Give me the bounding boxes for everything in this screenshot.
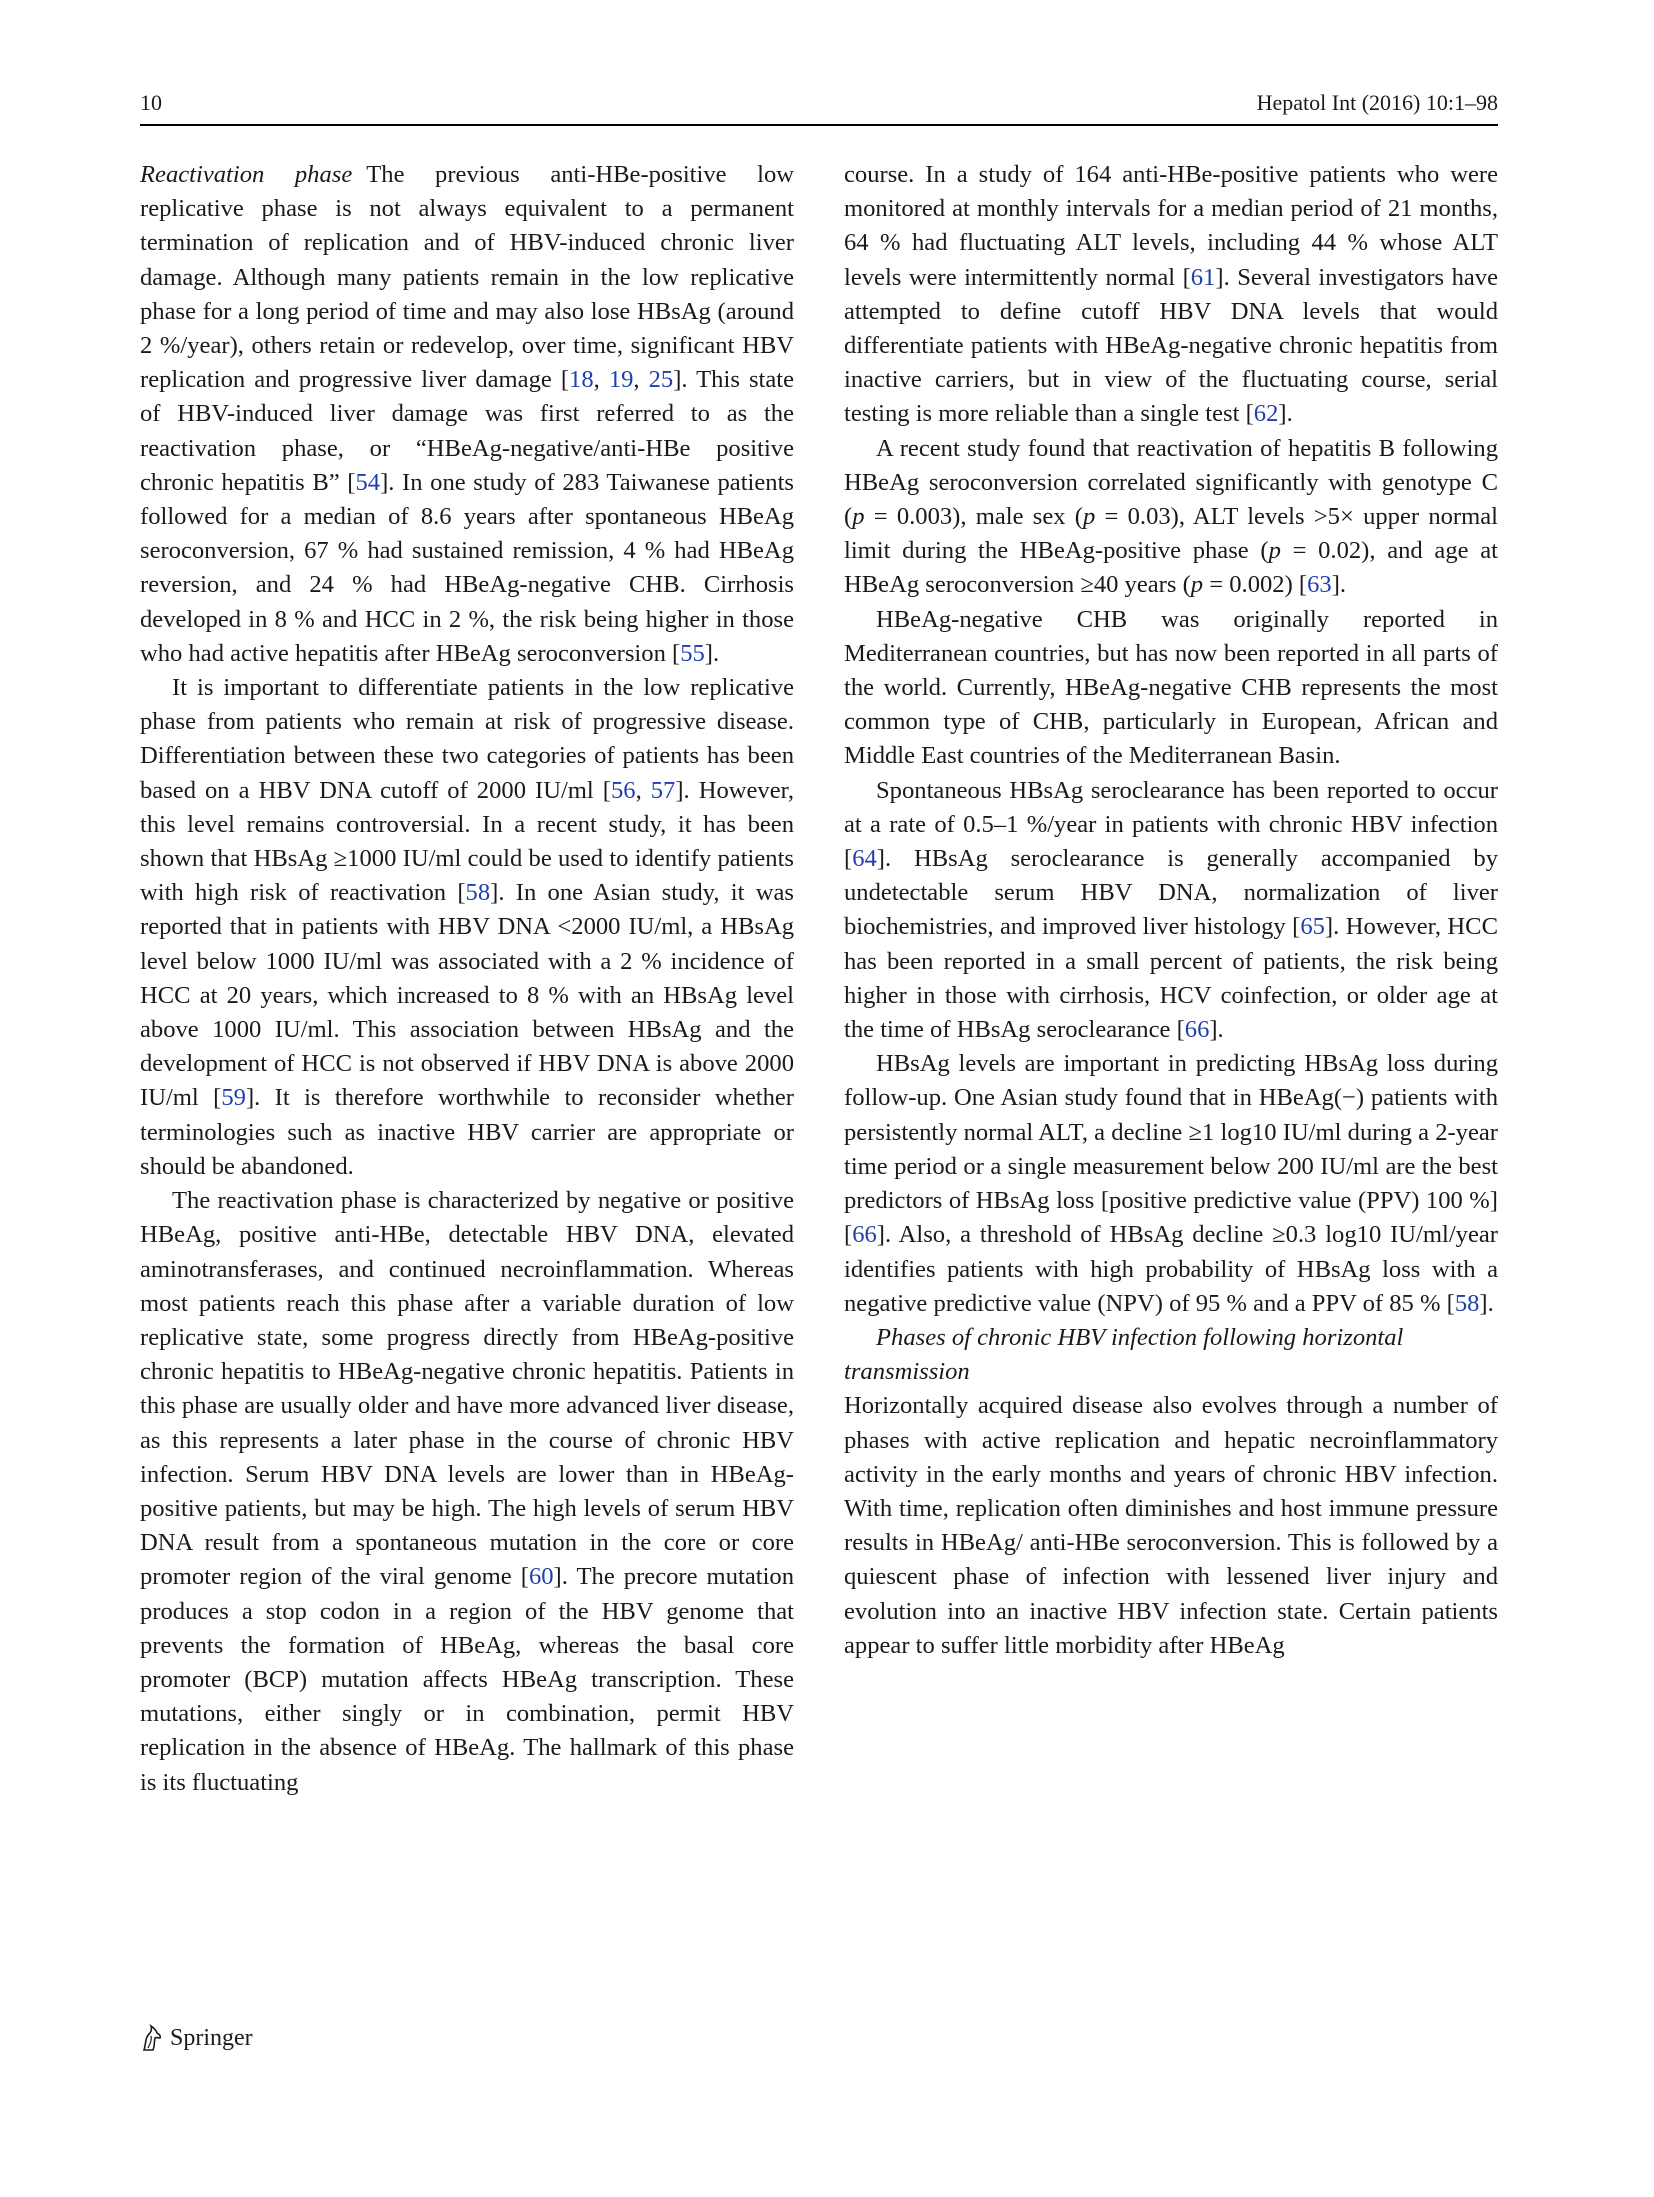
citation-link[interactable]: 60: [528, 1563, 554, 1591]
p-value-symbol: p: [1190, 571, 1204, 599]
text-run: ]. It is therefore worthwhile to reconsider whether terminologies such as inactive HBV carrier are appropriate or should be abandoned.: [140, 1084, 794, 1180]
text-run: ,: [635, 776, 651, 804]
text-run: ]. This state of HBV-induced liver damage was first referred to as the reactivation phase, or “HBeAg-negative/anti-HBe positive chronic hepatitis B” [: [140, 366, 795, 496]
paragraph-characterized: [140, 1184, 794, 1800]
text-run: = 0.03), ALT levels >5× upper normal limit during the HBeAg-positive phase (: [844, 503, 1498, 565]
text-run: It is important to differentiate patients in the low replicative phase from patients who remain at risk of progressive disease. Differentiation between these two categories of patients has been based on a HBV DNA cutoff of 2000 IU/ml [: [140, 674, 794, 804]
citation-link[interactable]: 65: [1300, 913, 1325, 941]
text-run: ]. In one study of 283 Taiwanese patients followed for a median of 8.6 years after spontaneous HBeAg seroconversion, 67 % had sustained remission, 4 % had HBeAg reversion, and 24 % had HBeAg-negative CHB. Cirrhosis developed in 8 % and HCC in 2 %, the risk being higher in those who had active hepatitis after HBeAg seroconversion [: [140, 468, 794, 667]
text-run: ].: [1278, 400, 1293, 428]
text-run: = 0.02), and age at HBeAg seroconversion ≥40 years (: [844, 537, 1498, 599]
paragraph-horizontal: Horizontally acquired disease also evolves through a number of phases with active replication and hepatic necroinflammatory activity in the early months and years of chronic HBV infection. With time, replication often diminishes and host immune pressure results in HBeAg/ anti-HBe seroconversion. This is followed by a quiescent phase of infection with lessened liver injury and evolution into an inactive HBV infection state. Certain patients appear to suffer little morbidity after HBeAg: [844, 1392, 1498, 1659]
text-run: ]. In one Asian study, it was reported that in patients with HBV DNA <2000 IU/ml, a HBsAg level below 1000 IU/ml was associated with a 2 % incidence of HCC at 20 years, which increased to 8 % with an HBsAg level above 1000 IU/ml. This association between HBsAg and the development of HCC is not observed if HBV DNA is above 2000 IU/ml [: [140, 879, 794, 1112]
text-run: ].: [704, 639, 720, 667]
citation-link[interactable]: 25: [648, 366, 674, 394]
runin-heading: Reactivation phase: [140, 161, 353, 188]
citation-link[interactable]: 54: [355, 468, 381, 496]
text-run: = 0.003), male sex (: [864, 503, 1083, 531]
text-run: HBsAg levels are important in predicting HBsAg loss during follow-up. One Asian study found that in HBeAg(−) patients with persistently normal ALT, a decline ≥1 log10 IU/ml during a 2-year time period or a single measurement below 200 IU/ml are the best predictors of HBsAg loss [positive predictive value (PPV) 100 %] [: [844, 1050, 1498, 1249]
right-column: [844, 158, 1498, 1663]
citation-link[interactable]: 64: [852, 845, 877, 873]
text-run: = 0.002) [: [1203, 571, 1308, 599]
text-run: ]. The precore mutation produces a stop codon in a region of the HBV genome that prevents the formation of HBeAg, whereas the basal core promoter (BCP) mutation affects HBeAg transcription. These mutations, either singly or in combination, permit HBV replication in the absence of HBeAg. The hallmark of this phase is its fluctuating: [140, 1563, 794, 1796]
text-run: ]. Also, a threshold of HBsAg decline ≥0.3 log10 IU/ml/year identifies patients with high probability of HBsAg loss with a negative predictive value (NPV) of 95 % and a PPV of 85 % [: [844, 1221, 1498, 1317]
text-run: ].: [1479, 1289, 1494, 1317]
publisher-name: Springer: [170, 2024, 253, 2051]
text-run: Spontaneous HBsAg seroclearance has been reported to occur at a rate of 0.5–1 %/year in patients with chronic HBV infection [: [844, 776, 1498, 873]
citation-link[interactable]: 61: [1190, 263, 1216, 291]
paragraph-differentiate: [140, 671, 794, 1184]
citation-link[interactable]: 55: [680, 639, 705, 667]
text-run: course. In a study of 164 anti-HBe-positive patients who were monitored at monthly intervals for a median period of 21 months, 64 % had fluctuating ALT levels, including 44 % whose ALT levels were intermittently normal [: [844, 161, 1498, 291]
paragraph-reactivation-phase: [140, 158, 794, 671]
text-run: ,: [633, 366, 649, 394]
citation-link[interactable]: 57: [650, 776, 676, 804]
text-run: ,: [593, 366, 609, 394]
running-header: [140, 86, 1498, 126]
text-run: ]. Several investigators have attempted to define cutoff HBV DNA levels that would differentiate patients with HBeAg-negative chronic hepatitis from inactive carriers, but in view of the fluctuating course, serial testing is more reliable than a single test [: [844, 263, 1498, 428]
section-heading: Phases of chronic HBV infection following horizontal transmission: [844, 1323, 1404, 1386]
p-value-symbol: p: [1082, 503, 1096, 531]
text-run: The reactivation phase is characterized by negative or positive HBeAg, positive anti-HBe, detectable HBV DNA, elevated aminotransferases, and continued necroinflammation. Whereas most patients reach this phase after a variable duration of low replicative state, some progress directly from HBeAg-positive chronic hepatitis to HBeAg-negative chronic hepatitis. Patients in this phase are usually older and have more advanced liver disease, as this represents a later phase in the course of chronic HBV infection. Serum HBV DNA levels are lower than in HBeAg-positive patients, but may be high. The high levels of serum HBV DNA result from a spontaneous mutation in the core or core promoter region of the viral genome [: [140, 1187, 794, 1591]
citation-link[interactable]: 66: [1184, 1016, 1210, 1044]
citation-link[interactable]: 58: [1454, 1289, 1480, 1317]
paragraph-recent-study: [844, 432, 1498, 603]
paragraph-hbeag-negative-chb: HBeAg-negative CHB was originally reported in Mediterranean countries, but has now been reported in all parts of the world. Currently, HBeAg-negative CHB represents the most common type of CHB, particularly in European, African and Middle East countries of the Mediterranean Basin.: [844, 605, 1498, 770]
citation-link[interactable]: 58: [465, 879, 491, 907]
paragraph-fluctuating-course: [844, 158, 1498, 432]
text-run: ]. However, HCC has been reported in a small percent of patients, the risk being higher in those with cirrhosis, HCV coinfection, or older age at the time of HBsAg seroclearance [: [844, 913, 1498, 1044]
citation-link[interactable]: 63: [1307, 571, 1332, 599]
text-run: ]. However, this level remains controversial. In a recent study, it has been shown that HBsAg ≥1000 IU/ml could be used to identify patients with high risk of reactivation [: [140, 776, 795, 907]
text-run: ]. HBsAg seroclearance is generally accompanied by undetectable serum HBV DNA, normalization of liver biochemistries, and improved liver histology [: [844, 845, 1498, 941]
springer-horse-icon: [140, 2024, 164, 2052]
paragraph-seroclearance: [844, 774, 1498, 1048]
citation-link[interactable]: 62: [1253, 400, 1279, 428]
citation-link[interactable]: 19: [608, 366, 634, 394]
citation-link[interactable]: 18: [569, 366, 594, 394]
footer: [140, 2024, 253, 2052]
p-value-symbol: p: [852, 503, 865, 531]
left-column: [140, 158, 794, 1800]
page-number: 10: [140, 90, 162, 115]
citation-link[interactable]: 56: [610, 776, 636, 804]
paragraph-hbsag-levels: [844, 1047, 1498, 1321]
text-run: ].: [1331, 571, 1347, 599]
text-run: The previous anti-HBe-positive low replicative phase is not always equivalent to a permanent termination of replication and of HBV-induced chronic liver damage. Although many patients remain in the low replicative phase for a long period of time and may also lose HBsAg (around 2 %/year), others retain or redevelop, over time, significant HBV replication and progressive liver damage [: [140, 161, 794, 394]
text-run: A recent study found that reactivation of hepatitis B following HBeAg seroconversion correlated significantly with genotype C (: [844, 434, 1498, 531]
citation-link[interactable]: 66: [852, 1221, 877, 1249]
citation-link[interactable]: 59: [221, 1084, 246, 1112]
p-value-symbol: p: [1268, 537, 1281, 565]
journal-citation: Hepatol Int (2016) 10:1–98: [1256, 90, 1498, 115]
text-run: ].: [1209, 1016, 1224, 1044]
